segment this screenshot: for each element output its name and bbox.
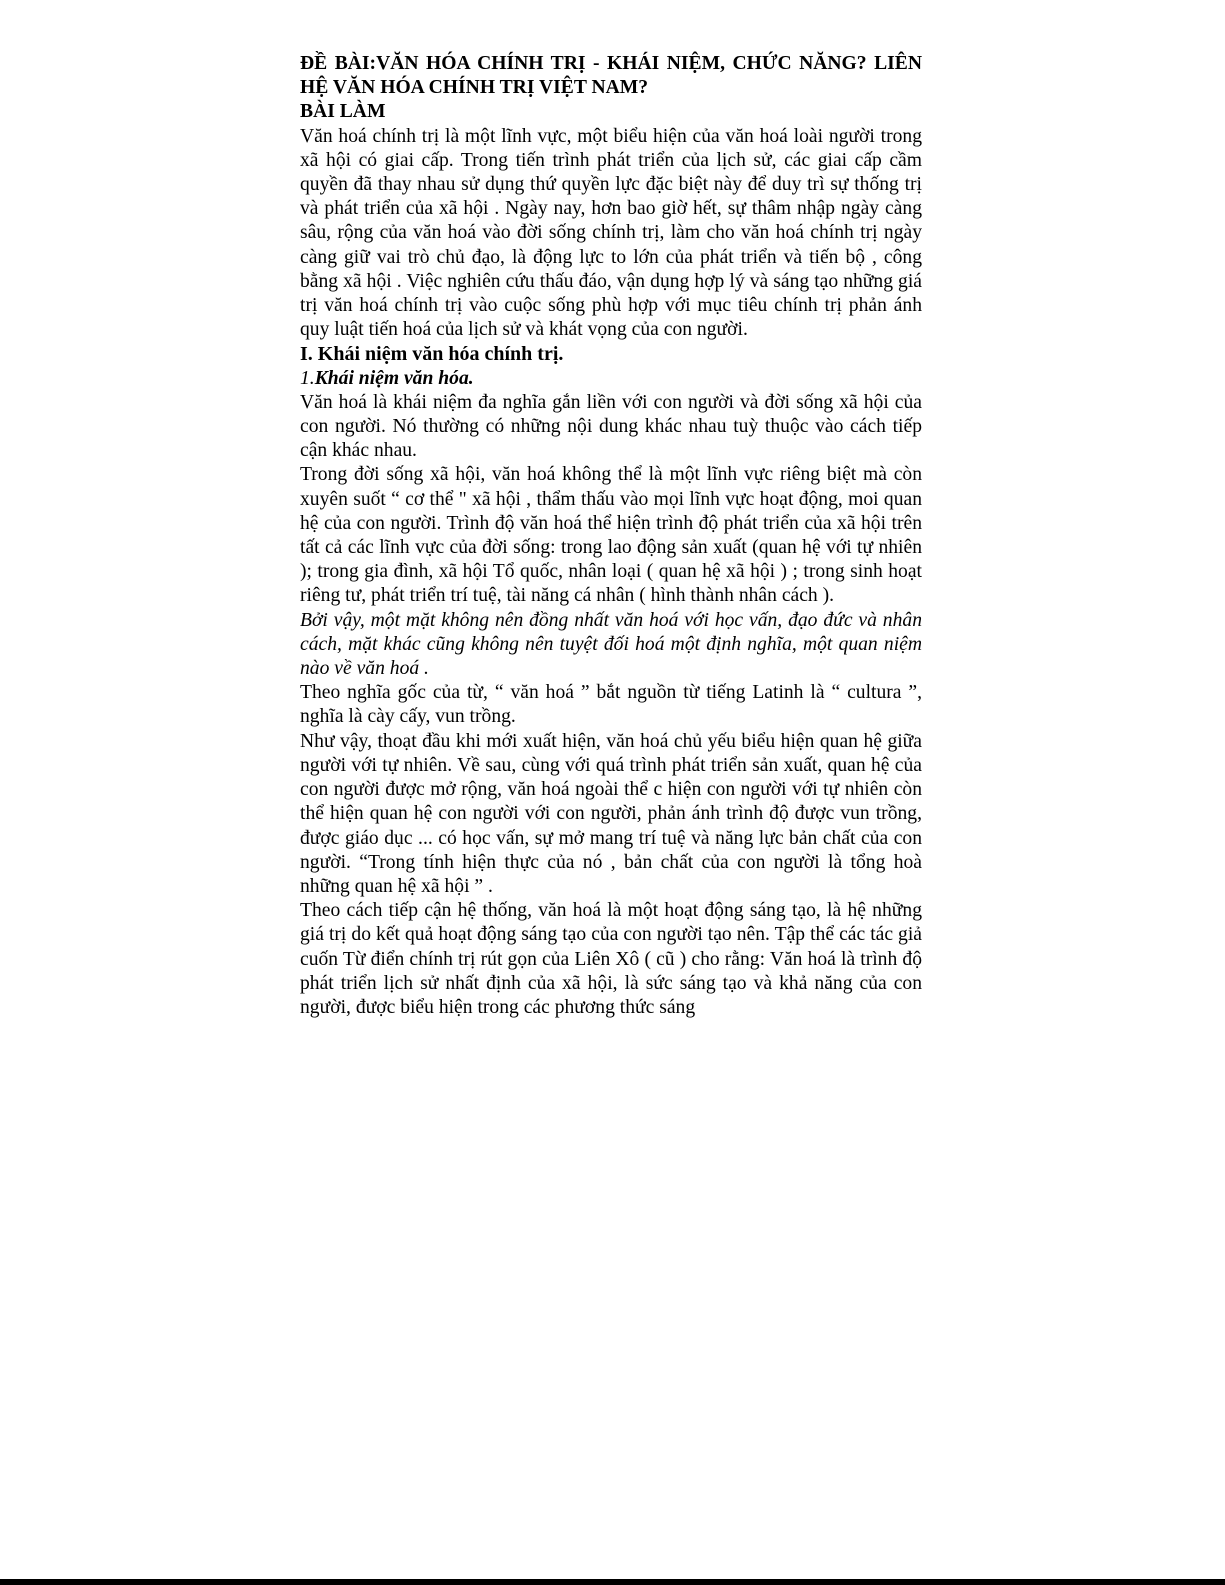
paragraph: Văn hoá là khái niệm đa nghĩa gắn liền với con người và đời sống xã hội của con người. Nó thường có những nội dung khác nhau tuỳ thuộc vào cách tiếp cận khác nhau. [300,391,922,462]
page-bottom-border [0,1579,1225,1585]
document-page [300,52,922,1020]
section-heading-1: I. Khái niệm văn hóa chính trị. [300,343,564,366]
paragraph: Như vậy, thoạt đầu khi mới xuất hiện, văn hoá chủ yếu biểu hiện quan hệ giữa người với tự nhiên. Về sau, cùng với quá trình phát triển sản xuất, quan hệ của con người được mở rộng, văn hoá ngoài thể c hiện con người với tự nhiên còn thể hiện quan hệ con người với con người, phản ánh trình độ được vun trồng, được giáo dục ... có học vấn, sự mở mang trí tuệ và năng lực bản chất của con người. “Trong tính hiện thực của nó , bản chất của con người là tổng hoà những quan hệ xã hội ” . [300,730,922,897]
italic-paragraph: Bởi vậy, một mặt không nên đồng nhất văn hoá với học vấn, đạo đức và nhân cách, mặt khác cũng không nên tuyệt đối hoá một định nghĩa, một quan niệm nào về văn hoá . [300,609,922,680]
paragraph: Trong đời sống xã hội, văn hoá không thể là một lĩnh vực riêng biệt mà còn xuyên suốt “ cơ thể " xã hội , thẩm thấu vào mọi lĩnh vực hoạt động, moi quan hệ của con người. Trình độ văn hoá thể hiện trình độ phát triển của xã hội trên tất cả các lĩnh vực của đời sống: trong lao động sản xuất (quan hệ với tự nhiên ); trong gia đình, xã hội Tổ quốc, nhân loại ( quan hệ xã hội ) ; trong sinh hoạt riêng tư, phát triển trí tuệ, tài năng cá nhân ( hình thành nhân cách ). [300,464,922,607]
paragraph: Theo nghĩa gốc của từ, “ văn hoá ” bắt nguồn từ tiếng Latinh là “ cultura ”, nghĩa là cày cấy, vun trồng. [300,682,922,728]
subsection-heading-1-1 [300,367,922,391]
document-subhead: BÀI LÀM [300,101,386,123]
subsection-text: Khái niệm văn hóa. [314,367,474,389]
document-title: ĐỀ BÀI:VĂN HÓA CHÍNH TRỊ - KHÁI NIỆM, CHỨC NĂNG? LIÊN HỆ VĂN HÓA CHÍNH TRỊ VIỆT NAM? [300,53,922,99]
paragraph: Theo cách tiếp cận hệ thống, văn hoá là một hoạt động sáng tạo, là hệ những giá trị do kết quả hoạt động sáng tạo của con người tạo nên. Tập thể các tác giả cuốn Từ điển chính trị rút gọn của Liên Xô ( cũ ) cho rằng: Văn hoá là trình độ phát triển lịch sử nhất định của xã hội, là sức sáng tạo và khả năng của con người, được biểu hiện trong các phương thức sáng [300,900,922,1018]
intro-paragraph: Văn hoá chính trị là một lĩnh vực, một biểu hiện của văn hoá loài người trong xã hội có giai cấp. Trong tiến trình phát triển của lịch sử, các giai cấp cầm quyền đã thay nhau sử dụng thứ quyền lực đặc biệt này để duy trì sự thống trị và phát triển của xã hội . Ngày nay, hơn bao giờ hết, sự thâm nhập ngày càng sâu, rộng của văn hoá vào đời sống chính trị, làm cho văn hoá chính trị ngày càng giữ vai trò chủ đạo, là động lực to lớn của phát triển và tiến bộ , công bằng xã hội . Việc nghiên cứu thấu đáo, vận dụng hợp lý và sáng tạo những giá trị văn hoá chính trị vào cuộc sống phù hợp với mục tiêu chính trị phản ánh quy luật tiến hoá của lịch sử và khát vọng của con người. [300,125,922,341]
subsection-number: 1. [300,367,315,389]
